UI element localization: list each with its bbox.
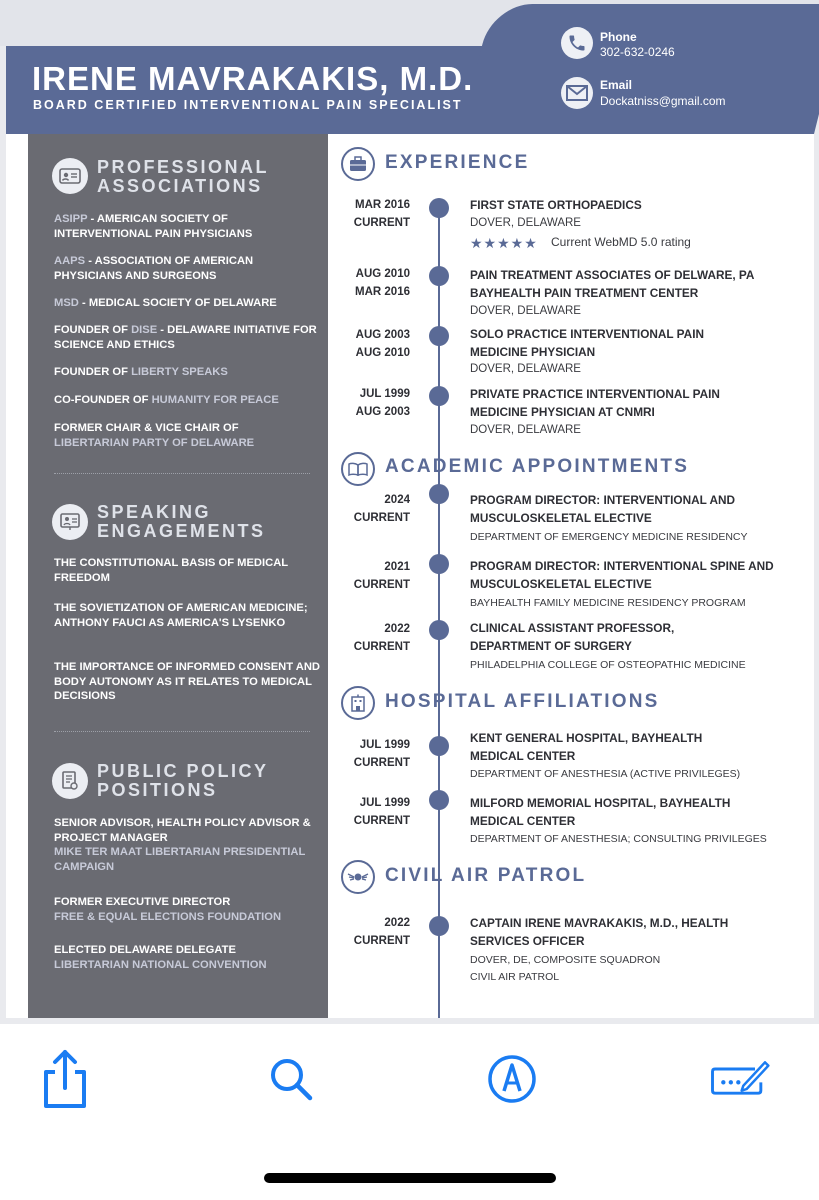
- association-item: MSD - MEDICAL SOCIETY OF DELAWARE: [54, 297, 277, 309]
- speaking-item: THE CONSTITUTIONAL BASIS OF MEDICAL FREEDOM: [54, 557, 288, 584]
- speaking-engagements-heading: SPEAKING ENGAGEMENTS: [97, 502, 266, 541]
- policy-item: SENIOR ADVISOR, HEALTH POLICY ADVISOR & PROJECT MANAGER MIKE TER MAAT LIBERTARIAN PRESIDENTIAL CAMPAIGN: [54, 817, 311, 873]
- email-icon: [561, 77, 593, 109]
- policy-document-icon: [52, 763, 88, 799]
- entry-date: 2021 CURRENT: [353, 561, 410, 591]
- rating-stars-icon: ★★★★★: [470, 235, 538, 251]
- contact-panel: [460, 4, 819, 134]
- experience-heading: EXPERIENCE: [385, 152, 530, 173]
- timeline-dot: [429, 326, 449, 346]
- entry-location: DOVER, DELAWARE: [470, 305, 581, 317]
- entry-department: DEPARTMENT OF ANESTHESIA; CONSULTING PRIVILEGES: [470, 833, 767, 845]
- briefcase-icon: [341, 147, 375, 181]
- entry-title: MILFORD MEMORIAL HOSPITAL, BAYHEALTH MEDICAL CENTER: [470, 796, 731, 828]
- search-icon: [266, 1054, 316, 1104]
- markup-icon: [486, 1053, 538, 1105]
- entry-title: SOLO PRACTICE INTERVENTIONAL PAIN MEDICINE PHYSICIAN: [470, 327, 704, 359]
- signature-button[interactable]: [710, 1044, 770, 1114]
- timeline-line: [438, 200, 440, 1018]
- phone-label: Phone: [600, 30, 637, 44]
- entry-date: JUL 1999 CURRENT: [353, 797, 410, 827]
- entry-date: 2022 CURRENT: [353, 917, 410, 947]
- entry-location: DOVER, DE, COMPOSITE SQUADRON: [470, 954, 661, 966]
- entry-date: MAR 2016 CURRENT: [353, 199, 410, 229]
- signature-icon: [710, 1053, 770, 1105]
- person-name: IRENE MAVRAKAKIS, M.D.: [32, 60, 474, 97]
- rating-text: Current WebMD 5.0 rating: [551, 235, 691, 249]
- phone-icon: [561, 27, 593, 59]
- timeline-dot: [429, 736, 449, 756]
- entry-department: DEPARTMENT OF EMERGENCY MEDICINE RESIDENCY: [470, 531, 748, 543]
- id-card-icon: [52, 158, 88, 194]
- association-item: FOUNDER OF DISE - DELAWARE INITIATIVE FOR SCIENCE AND ETHICS: [54, 324, 317, 351]
- timeline-dot: [429, 916, 449, 936]
- entry-date: JUL 1999 CURRENT: [353, 739, 410, 769]
- timeline-dot: [429, 554, 449, 574]
- entry-title: PAIN TREATMENT ASSOCIATES OF DELWARE, PA BAYHEALTH PAIN TREATMENT CENTER: [470, 268, 755, 300]
- search-button[interactable]: [261, 1044, 321, 1114]
- timeline-dot: [429, 266, 449, 286]
- hospital-heading: HOSPITAL AFFILIATIONS: [385, 691, 660, 712]
- phone-value: 302-632-0246: [600, 45, 675, 59]
- entry-title: KENT GENERAL HOSPITAL, BAYHEALTH MEDICAL CENTER: [470, 731, 703, 763]
- academic-heading: ACADEMIC APPOINTMENTS: [385, 456, 690, 477]
- timeline-dot: [429, 198, 449, 218]
- entry-department: PHILADELPHIA COLLEGE OF OSTEOPATHIC MEDICINE: [470, 659, 746, 671]
- section-divider: [54, 473, 310, 474]
- markup-button[interactable]: [482, 1044, 542, 1114]
- entry-title: CLINICAL ASSISTANT PROFESSOR, DEPARTMENT OF SURGERY: [470, 621, 675, 653]
- professional-associations-heading: PROFESSIONAL ASSOCIATIONS: [97, 157, 270, 196]
- entry-title: FIRST STATE ORTHOPAEDICS: [470, 198, 642, 212]
- email-label: Email: [600, 78, 633, 92]
- section-divider: [54, 731, 310, 732]
- book-icon: [341, 452, 375, 486]
- association-item: FORMER CHAIR & VICE CHAIR OF LIBERTARIAN PARTY OF DELAWARE: [54, 422, 255, 449]
- timeline-dot: [429, 484, 449, 504]
- entry-title: PROGRAM DIRECTOR: INTERVENTIONAL AND MUSCULOSKELETAL ELECTIVE: [470, 493, 736, 525]
- speaking-item: THE SOVIETIZATION OF AMERICAN MEDICINE; ANTHONY FAUCI AS AMERICA'S LYSENKO: [54, 602, 308, 629]
- speaking-item: THE IMPORTANCE OF INFORMED CONSENT AND BODY AUTONOMY AS IT RELATES TO MEDICAL DECISIONS: [54, 661, 321, 702]
- entry-organization: CIVIL AIR PATROL: [470, 971, 560, 983]
- entry-location: DOVER, DELAWARE: [470, 424, 581, 436]
- person-title: BOARD CERTIFIED INTERVENTIONAL PAIN SPECIALIST: [33, 98, 463, 112]
- entry-department: BAYHEALTH FAMILY MEDICINE RESIDENCY PROGRAM: [470, 597, 746, 609]
- share-icon: [38, 1046, 92, 1112]
- policy-item: FORMER EXECUTIVE DIRECTOR FREE & EQUAL ELECTIONS FOUNDATION: [54, 896, 282, 923]
- association-item: AAPS - ASSOCIATION OF AMERICAN PHYSICIANS AND SURGEONS: [54, 255, 254, 282]
- wings-badge-icon: [341, 860, 375, 894]
- share-button[interactable]: [35, 1044, 95, 1114]
- entry-date: AUG 2003 AUG 2010: [355, 329, 410, 359]
- entry-location: DOVER, DELAWARE: [470, 217, 581, 229]
- association-item: CO-FOUNDER OF HUMANITY FOR PEACE: [54, 394, 279, 406]
- entry-title: CAPTAIN IRENE MAVRAKAKIS, M.D., HEALTH SERVICES OFFICER: [470, 916, 729, 948]
- home-indicator[interactable]: [264, 1173, 556, 1183]
- email-value: Dockatniss@gmail.com: [600, 94, 726, 108]
- presentation-icon: [52, 504, 88, 540]
- timeline-dot: [429, 620, 449, 640]
- civil-air-patrol-heading: CIVIL AIR PATROL: [385, 865, 587, 886]
- entry-date: JUL 1999 AUG 2003: [355, 388, 410, 418]
- entry-title: PRIVATE PRACTICE INTERVENTIONAL PAIN MEDICINE PHYSICIAN AT CNMRI: [470, 387, 720, 419]
- entry-date: AUG 2010 MAR 2016: [355, 268, 410, 298]
- timeline-dot: [429, 386, 449, 406]
- timeline-dot: [429, 790, 449, 810]
- association-item: FOUNDER OF LIBERTY SPEAKS: [54, 366, 228, 378]
- entry-date: 2022 CURRENT: [353, 623, 410, 653]
- entry-location: DOVER, DELAWARE: [470, 363, 581, 375]
- association-item: ASIPP - AMERICAN SOCIETY OF INTERVENTIONAL PAIN PHYSICIANS: [54, 213, 253, 240]
- entry-title: PROGRAM DIRECTOR: INTERVENTIONAL SPINE AND MUSCULOSKELETAL ELECTIVE: [470, 559, 774, 591]
- entry-date: 2024 CURRENT: [353, 494, 410, 524]
- policy-item: ELECTED DELAWARE DELEGATE LIBERTARIAN NATIONAL CONVENTION: [54, 944, 267, 971]
- public-policy-heading: PUBLIC POLICY POSITIONS: [97, 761, 269, 800]
- entry-department: DEPARTMENT OF ANESTHESIA (ACTIVE PRIVILEGES): [470, 768, 741, 780]
- hospital-building-icon: [341, 686, 375, 720]
